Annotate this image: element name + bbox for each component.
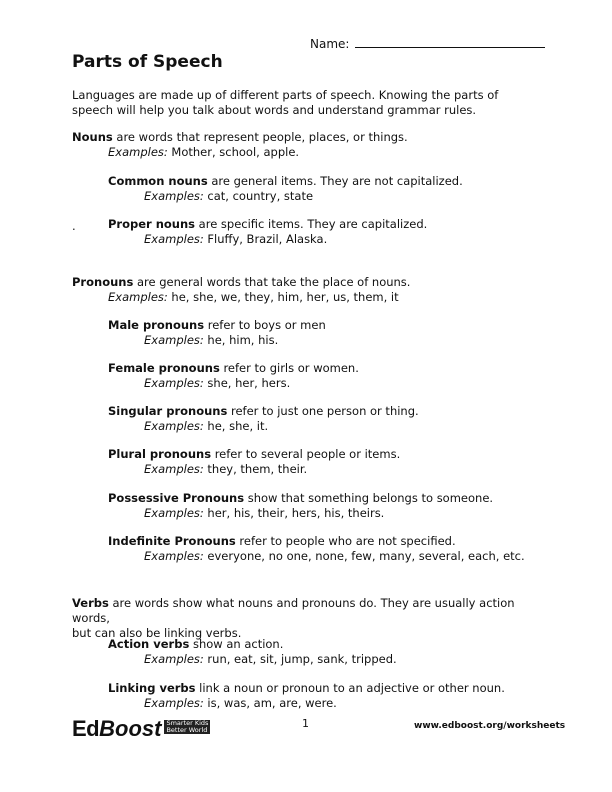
- intro-paragraph: Languages are made up of different parts of speech. Knowing the parts of speech will help you talk about words and understand grammar rules.: [72, 88, 499, 117]
- female-pronouns-definition: Female pronouns refer to girls or women.: [108, 361, 359, 375]
- proper-nouns-examples: Examples: Fluffy, Brazil, Alaska.: [144, 232, 328, 246]
- female-pronouns-examples: Examples: she, her, hers.: [144, 376, 291, 390]
- linking-verbs-definition: Linking verbs link a noun or pronoun to an adjective or other noun.: [108, 681, 505, 695]
- possessive-pronouns-block: [108, 491, 493, 521]
- linking-verbs-block: [108, 681, 505, 711]
- page-title: Parts of Speech: [72, 52, 223, 72]
- edboost-logo: [72, 716, 210, 740]
- proper-nouns-block: [108, 217, 427, 247]
- indefinite-pronouns-definition: Indefinite Pronouns refer to people who are not specified.: [108, 534, 456, 548]
- logo-tagline: Smarter Kids Better World: [166, 719, 209, 734]
- indefinite-pronouns-block: [108, 534, 525, 564]
- common-nouns-examples: Examples: cat, country, state: [144, 189, 314, 203]
- male-pronouns-block: [108, 318, 326, 348]
- pronouns-definition: Pronouns are general words that take the place of nouns.: [72, 275, 411, 289]
- logo-ed-text: Ed: [72, 716, 100, 741]
- pronouns-block: [72, 275, 410, 305]
- plural-pronouns-block: [108, 447, 400, 477]
- name-label: Name:: [310, 37, 350, 51]
- verbs-definition-continued: but can also be linking verbs.: [72, 626, 242, 640]
- name-blank-line[interactable]: [355, 36, 545, 48]
- nouns-term: Nouns: [72, 130, 113, 144]
- stray-period: .: [72, 219, 76, 233]
- possessive-pronouns-definition: Possessive Pronouns show that something belongs to someone.: [108, 491, 494, 505]
- action-verbs-block: [108, 637, 397, 667]
- singular-pronouns-block: [108, 404, 419, 434]
- plural-pronouns-examples: Examples: they, them, their.: [144, 462, 308, 476]
- common-nouns-definition: Common nouns are general items. They are not capitalized.: [108, 174, 463, 188]
- nouns-block: [72, 130, 408, 160]
- action-verbs-definition: Action verbs show an action.: [108, 637, 284, 651]
- action-verbs-examples: Examples: run, eat, sit, jump, sank, tripped.: [144, 652, 397, 666]
- logo-boost-text: Boost: [99, 716, 162, 741]
- verbs-block: [72, 596, 552, 641]
- singular-pronouns-examples: Examples: he, she, it.: [144, 419, 269, 433]
- male-pronouns-examples: Examples: he, him, his.: [144, 333, 279, 347]
- pronouns-examples: Examples: he, she, we, they, him, her, us, them, it: [108, 290, 399, 304]
- nouns-examples: Examples: Mother, school, apple.: [108, 145, 300, 159]
- male-pronouns-definition: Male pronouns refer to boys or men: [108, 318, 326, 332]
- female-pronouns-block: [108, 361, 359, 391]
- plural-pronouns-definition: Plural pronouns refer to several people or items.: [108, 447, 401, 461]
- common-nouns-block: [108, 174, 463, 204]
- name-field: [310, 36, 545, 51]
- proper-nouns-definition: Proper nouns are specific items. They are capitalized.: [108, 217, 428, 231]
- indefinite-pronouns-examples: Examples: everyone, no one, none, few, many, several, each, etc.: [144, 549, 525, 563]
- linking-verbs-examples: Examples: is, was, am, are, were.: [144, 696, 337, 710]
- verbs-definition: Verbs are words show what nouns and pronouns do. They are usually action words,: [72, 596, 515, 625]
- website-url: www.edboost.org/worksheets: [414, 721, 566, 731]
- page-number: 1: [302, 717, 309, 730]
- singular-pronouns-definition: Singular pronouns refer to just one person or thing.: [108, 404, 419, 418]
- possessive-pronouns-examples: Examples: her, his, their, hers, his, theirs.: [144, 506, 385, 520]
- nouns-definition: Nouns are words that represent people, places, or things.: [72, 130, 408, 144]
